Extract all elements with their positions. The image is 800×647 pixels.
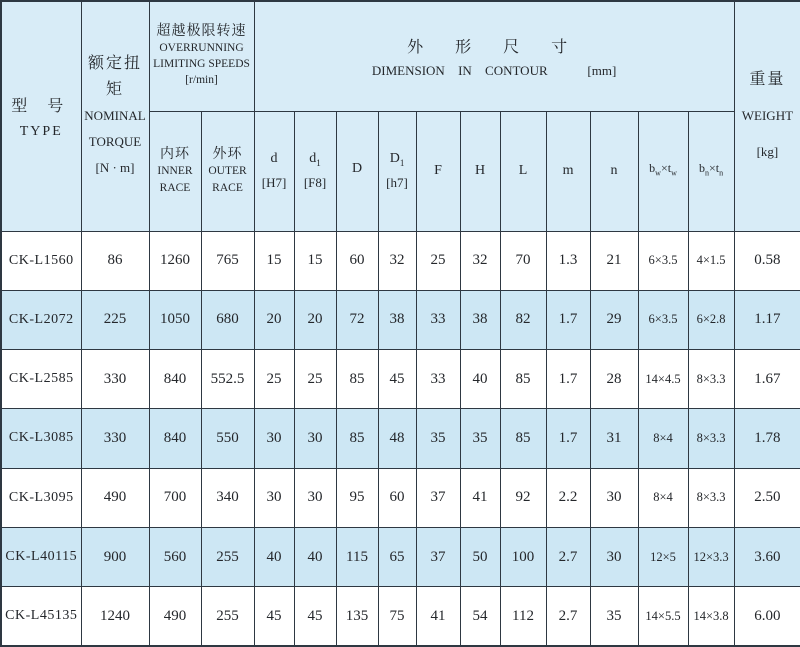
type-cell: CK-L1560 (1, 231, 81, 290)
type-cell: CK-L3095 (1, 468, 81, 527)
bn-tn-cell: 14×3.8 (688, 587, 734, 646)
L-cell: 92 (500, 468, 546, 527)
torque-cell: 1240 (81, 587, 149, 646)
L-cell: 85 (500, 409, 546, 468)
H-cell: 38 (460, 290, 500, 349)
dim-col-base: H (474, 163, 486, 178)
col-header-inner-race (149, 111, 201, 231)
col-header-bw-tw (638, 111, 688, 231)
torque-label-en1: NOMINAL (84, 108, 146, 124)
inner-race-zh: 内环 (160, 146, 190, 162)
d-cell: 15 (254, 231, 294, 290)
dimension-label-en (255, 63, 734, 79)
inner-race-cell: 840 (149, 409, 201, 468)
keyway-t-sub: n (719, 168, 724, 178)
weight-label-en: WEIGHT (741, 108, 794, 124)
torque-cell: 330 (81, 350, 149, 409)
L-cell: 70 (500, 231, 546, 290)
bw-tw-cell: 8×4 (638, 468, 688, 527)
H-cell: 35 (460, 409, 500, 468)
d1-cell: 40 (294, 527, 336, 586)
weight-cell: 1.67 (734, 350, 800, 409)
D1-cell: 38 (378, 290, 416, 349)
col-header-D1 (378, 111, 416, 231)
m-cell: 2.2 (546, 468, 590, 527)
d-cell: 20 (254, 290, 294, 349)
dim-col-bracket: [H7] (261, 174, 287, 190)
F-cell: 41 (416, 587, 460, 646)
weight-cell: 3.60 (734, 527, 800, 586)
col-header-F (416, 111, 460, 231)
d-cell: 45 (254, 587, 294, 646)
m-cell: 1.7 (546, 290, 590, 349)
d1-cell: 20 (294, 290, 336, 349)
L-cell: 112 (500, 587, 546, 646)
n-cell: 30 (590, 527, 638, 586)
m-cell: 2.7 (546, 587, 590, 646)
outer-race-cell: 255 (201, 527, 254, 586)
L-cell: 85 (500, 350, 546, 409)
dim-col-base: d (309, 151, 317, 167)
table-header (1, 1, 800, 231)
col-header-d (254, 111, 294, 231)
bw-tw-cell: 14×5.5 (638, 587, 688, 646)
type-label-zh: 型 号 (11, 97, 72, 115)
table-row (1, 587, 800, 646)
n-cell: 21 (590, 231, 638, 290)
weight-cell: 0.58 (734, 231, 800, 290)
torque-unit: [N · m] (95, 160, 135, 176)
n-cell: 28 (590, 350, 638, 409)
inner-race-cell: 490 (149, 587, 201, 646)
L-cell: 100 (500, 527, 546, 586)
keyway-t: t (667, 161, 672, 176)
weight-label-zh: 重量 (749, 71, 786, 89)
d1-cell: 45 (294, 587, 336, 646)
table-row (1, 350, 800, 409)
inner-race-cell: 560 (149, 527, 201, 586)
table-row (1, 409, 800, 468)
D-cell: 135 (336, 587, 378, 646)
speeds-label-en2: LIMITING SPEEDS (153, 58, 250, 71)
D1-cell: 60 (378, 468, 416, 527)
keyway-b-sub: w (655, 168, 661, 178)
m-cell: 1.3 (546, 231, 590, 290)
weight-cell: 1.78 (734, 409, 800, 468)
col-header-m (546, 111, 590, 231)
outer-race-cell: 680 (201, 290, 254, 349)
F-cell: 37 (416, 527, 460, 586)
col-header-L (500, 111, 546, 231)
torque-cell: 490 (81, 468, 149, 527)
torque-label-zh: 额定扭矩 (87, 55, 142, 99)
keyway-t-sub: w (671, 168, 677, 178)
inner-race-en1: INNER (157, 164, 193, 177)
col-header-dimension (254, 1, 734, 111)
bn-tn-cell: 8×3.3 (688, 409, 734, 468)
outer-race-cell: 255 (201, 587, 254, 646)
col-header-torque (81, 1, 149, 231)
outer-race-cell: 340 (201, 468, 254, 527)
outer-race-cell: 552.5 (201, 350, 254, 409)
col-header-D (336, 111, 378, 231)
H-cell: 50 (460, 527, 500, 586)
F-cell: 33 (416, 290, 460, 349)
weight-cell: 6.00 (734, 587, 800, 646)
table-body (1, 231, 800, 646)
dimension-label-zh: 外 形 尺 寸 (407, 38, 582, 56)
header-row-top (1, 1, 800, 111)
dim-col-sub: 1 (399, 157, 405, 168)
speeds-label-en1: OVERRUNNING (159, 42, 244, 55)
n-cell: 30 (590, 468, 638, 527)
F-cell: 25 (416, 231, 460, 290)
inner-race-en2: RACE (159, 181, 191, 194)
bn-tn-cell: 8×3.3 (688, 468, 734, 527)
d1-cell: 25 (294, 350, 336, 409)
dim-col-base: d (270, 151, 278, 167)
speeds-unit: [r/min] (185, 74, 218, 87)
dim-col-bracket: [h7] (386, 174, 408, 190)
type-label-en: TYPE (19, 123, 63, 139)
table-row (1, 290, 800, 349)
m-cell: 1.7 (546, 409, 590, 468)
D1-cell: 32 (378, 231, 416, 290)
keyway-t: t (715, 161, 720, 176)
D-cell: 85 (336, 350, 378, 409)
col-header-outer-race (201, 111, 254, 231)
D1-cell: 75 (378, 587, 416, 646)
D-cell: 115 (336, 527, 378, 586)
dim-col-base: F (434, 163, 442, 178)
outer-race-en2: RACE (212, 181, 243, 194)
torque-cell: 330 (81, 409, 149, 468)
dim-col-bracket: [F8] (303, 174, 327, 190)
col-header-type (1, 1, 81, 231)
outer-race-cell: 550 (201, 409, 254, 468)
torque-cell: 86 (81, 231, 149, 290)
H-cell: 32 (460, 231, 500, 290)
inner-race-cell: 840 (149, 350, 201, 409)
n-cell: 29 (590, 290, 638, 349)
F-cell: 37 (416, 468, 460, 527)
bw-tw-cell: 6×3.5 (638, 231, 688, 290)
col-header-H (460, 111, 500, 231)
D1-cell: 65 (378, 527, 416, 586)
col-header-speeds (149, 1, 254, 111)
D-cell: 95 (336, 468, 378, 527)
bw-tw-cell: 14×4.5 (638, 350, 688, 409)
bn-tn-cell: 8×3.3 (688, 350, 734, 409)
dim-col-base: m (562, 163, 574, 178)
type-cell: CK-L2585 (1, 350, 81, 409)
type-cell: CK-L45135 (1, 587, 81, 646)
dim-col-base: D (351, 161, 363, 177)
bw-tw-cell: 8×4 (638, 409, 688, 468)
H-cell: 54 (460, 587, 500, 646)
dim-col-base: D (389, 151, 400, 167)
D1-cell: 48 (378, 409, 416, 468)
F-cell: 35 (416, 409, 460, 468)
outer-race-zh: 外环 (212, 146, 243, 162)
d-cell: 25 (254, 350, 294, 409)
dim-col-sub: 1 (316, 157, 321, 168)
speeds-label-zh: 超越极限转速 (156, 24, 247, 40)
bn-tn-cell: 12×3.3 (688, 527, 734, 586)
bn-tn-cell: 4×1.5 (688, 231, 734, 290)
dim-col-base: n (610, 163, 618, 178)
D-cell: 85 (336, 409, 378, 468)
m-cell: 1.7 (546, 350, 590, 409)
d1-cell: 30 (294, 468, 336, 527)
weight-unit: [kg] (756, 144, 779, 160)
bw-tw-cell: 12×5 (638, 527, 688, 586)
D-cell: 72 (336, 290, 378, 349)
d1-cell: 30 (294, 409, 336, 468)
times-sign: × (660, 161, 668, 176)
keyway-b-sub: n (705, 168, 710, 178)
F-cell: 33 (416, 350, 460, 409)
d-cell: 30 (254, 409, 294, 468)
n-cell: 35 (590, 587, 638, 646)
m-cell: 2.7 (546, 527, 590, 586)
table-row (1, 231, 800, 290)
d-cell: 30 (254, 468, 294, 527)
D1-cell: 45 (378, 350, 416, 409)
L-cell: 82 (500, 290, 546, 349)
inner-race-cell: 1050 (149, 290, 201, 349)
keyway-b: b (649, 161, 656, 176)
col-header-weight (734, 1, 800, 231)
outer-race-en1: OUTER (208, 164, 247, 177)
dimension-unit: [mm] (587, 62, 617, 78)
d-cell: 40 (254, 527, 294, 586)
table-row (1, 468, 800, 527)
col-header-d1 (294, 111, 336, 231)
dimension-label-en-text: DIMENSION IN CONTOUR (371, 62, 548, 78)
bw-tw-cell: 6×3.5 (638, 290, 688, 349)
H-cell: 41 (460, 468, 500, 527)
torque-cell: 225 (81, 290, 149, 349)
outer-race-cell: 765 (201, 231, 254, 290)
H-cell: 40 (460, 350, 500, 409)
col-header-n (590, 111, 638, 231)
inner-race-cell: 1260 (149, 231, 201, 290)
torque-label-en2: TORQUE (88, 134, 142, 150)
weight-cell: 2.50 (734, 468, 800, 527)
bn-tn-cell: 6×2.8 (688, 290, 734, 349)
dim-col-base: L (518, 163, 528, 178)
table-row (1, 527, 800, 586)
keyway-b: b (699, 161, 706, 176)
col-header-bn-tn (688, 111, 734, 231)
inner-race-cell: 700 (149, 468, 201, 527)
times-sign: × (709, 161, 716, 176)
D-cell: 60 (336, 231, 378, 290)
n-cell: 31 (590, 409, 638, 468)
torque-cell: 900 (81, 527, 149, 586)
d1-cell: 15 (294, 231, 336, 290)
type-cell: CK-L2072 (1, 290, 81, 349)
type-cell: CK-L40115 (1, 527, 81, 586)
weight-cell: 1.17 (734, 290, 800, 349)
type-cell: CK-L3085 (1, 409, 81, 468)
